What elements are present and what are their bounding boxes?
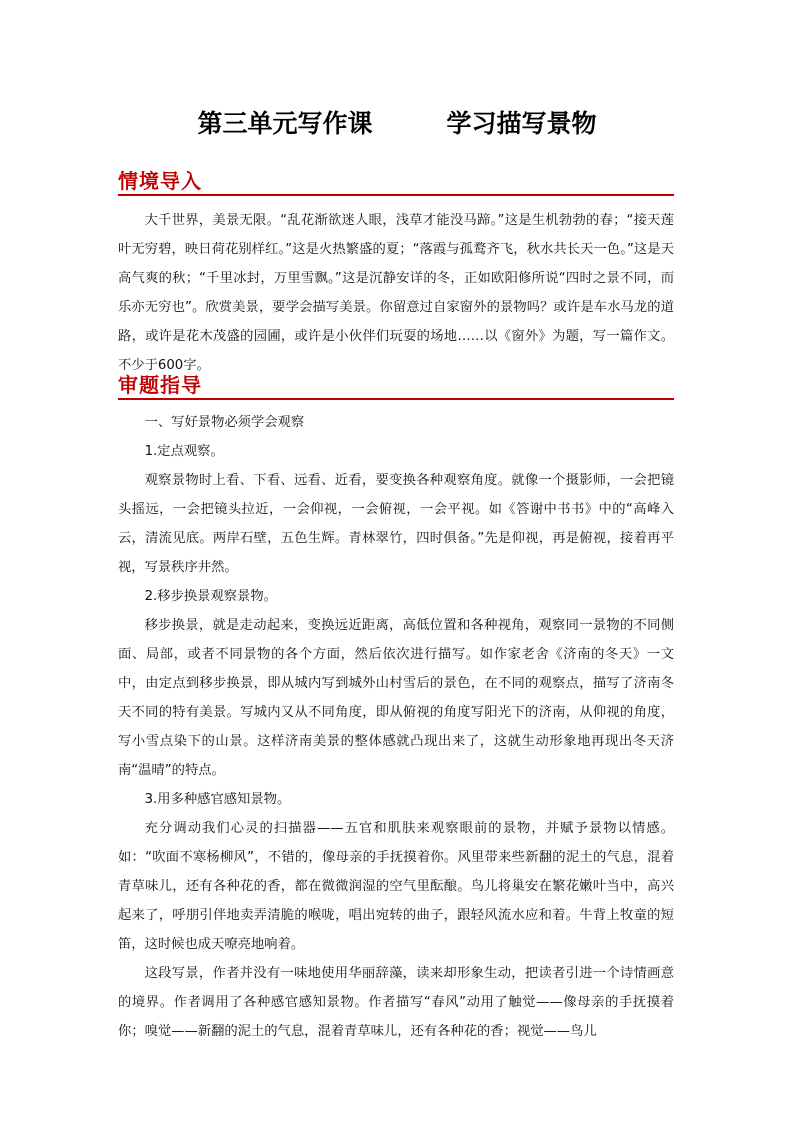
section-heading: 情境导入: [118, 169, 674, 196]
paragraph: 移步换景，就是走动起来，变换远近距离，高低位置和各种视角，观察同一景物的不同侧面、局部，或者不同景物的各个方面，然后依次进行描写。如作家老舍《济南的冬天》一文中，由定点到移步换景，即从城内写到城外山村雪后的景色，在不同的观察点，描写了济南冬天不同的特有美景。写城内又从不同角度，即从俯视的角度写阳光下的济南，从仰视的角度，写小雪点染下的山景。这样济南美景的整体感就凸现出来了，这就生动形象地再现出冬天济南“温晴”的特点。: [118, 618, 674, 778]
section-heading: 审题指导: [118, 373, 674, 400]
paragraph: 观察景物时上看、下看、远看、近看，要变换各种观察角度。就像一个摄影师，一会把镜头摇远，一会把镜头拉近，一会仰视，一会俯视，一会平视。如《答谢中书书》中的“高峰入云，清流见底。两岸石壁，五色生辉。青林翠竹，四时俱备。”先是仰视，再是俯视，接着再平视，写景秩序井然。: [118, 473, 674, 575]
section-body: [118, 408, 674, 1046]
paragraph: 3.用多种感官感知景物。: [144, 792, 291, 807]
paragraph: 2.移步换景观察景物。: [144, 589, 277, 604]
title-part-2: 学习描写景物: [446, 109, 597, 138]
paragraph: 大千世界，美景无限。“乱花渐欲迷人眼，浅草才能没马蹄。”这是生机勃勃的春；“接天莲叶无穷碧，映日荷花别样红。”这是火热繁盛的夏；“落霞与孤鹜齐飞，秋水共长天一色。”这是天高气爽的秋；“千里冰封，万里雪飘。”这是沉静安详的冬，正如欧阳修所说“四时之景不同，而乐亦无穷也”。欣赏美景，要学会描写美景。你留意过自家窗外的景物吗？或许是车水马龙的道路，或许是花木茂盛的园圃，或许是小伙伴们玩耍的场地……以《窗外》为题，写一篇作文。不少于600字。: [118, 213, 674, 373]
paragraph: 这段写景，作者并没有一味地使用华丽辞藻，读来却形象生动，把读者引进一个诗情画意的境界。作者调用了各种感官感知景物。作者描写“春风”动用了触觉——像母亲的手抚摸着你；嗅觉——新翻的泥土的气息，混着青草味儿，还有各种花的香；视觉——鸟儿: [118, 966, 674, 1039]
paragraph: 充分调动我们心灵的扫描器——五官和肌肤来观察眼前的景物，并赋予景物以情感。如：“吹面不寒杨柳风”，不错的，像母亲的手抚摸着你。风里带来些新翻的泥土的气息，混着青草味儿，还有各种花的香，都在微微润湿的空气里酝酿。鸟儿将巢安在繁花嫩叶当中，高兴起来了，呼朋引伴地卖弄清脆的喉咙，唱出宛转的曲子，跟轻风流水应和着。牛背上牧童的短笛，这时候也成天嘹亮地响着。: [118, 821, 674, 952]
page-title: [0, 104, 794, 140]
section-body: [118, 206, 674, 380]
section-situation-intro: [118, 169, 674, 380]
section-topic-guidance: [118, 373, 674, 1046]
paragraph: 1.定点观察。: [144, 444, 224, 459]
paragraph: 一、写好景物必须学会观察: [144, 415, 305, 430]
title-part-1: 第三单元写作课: [197, 109, 373, 138]
